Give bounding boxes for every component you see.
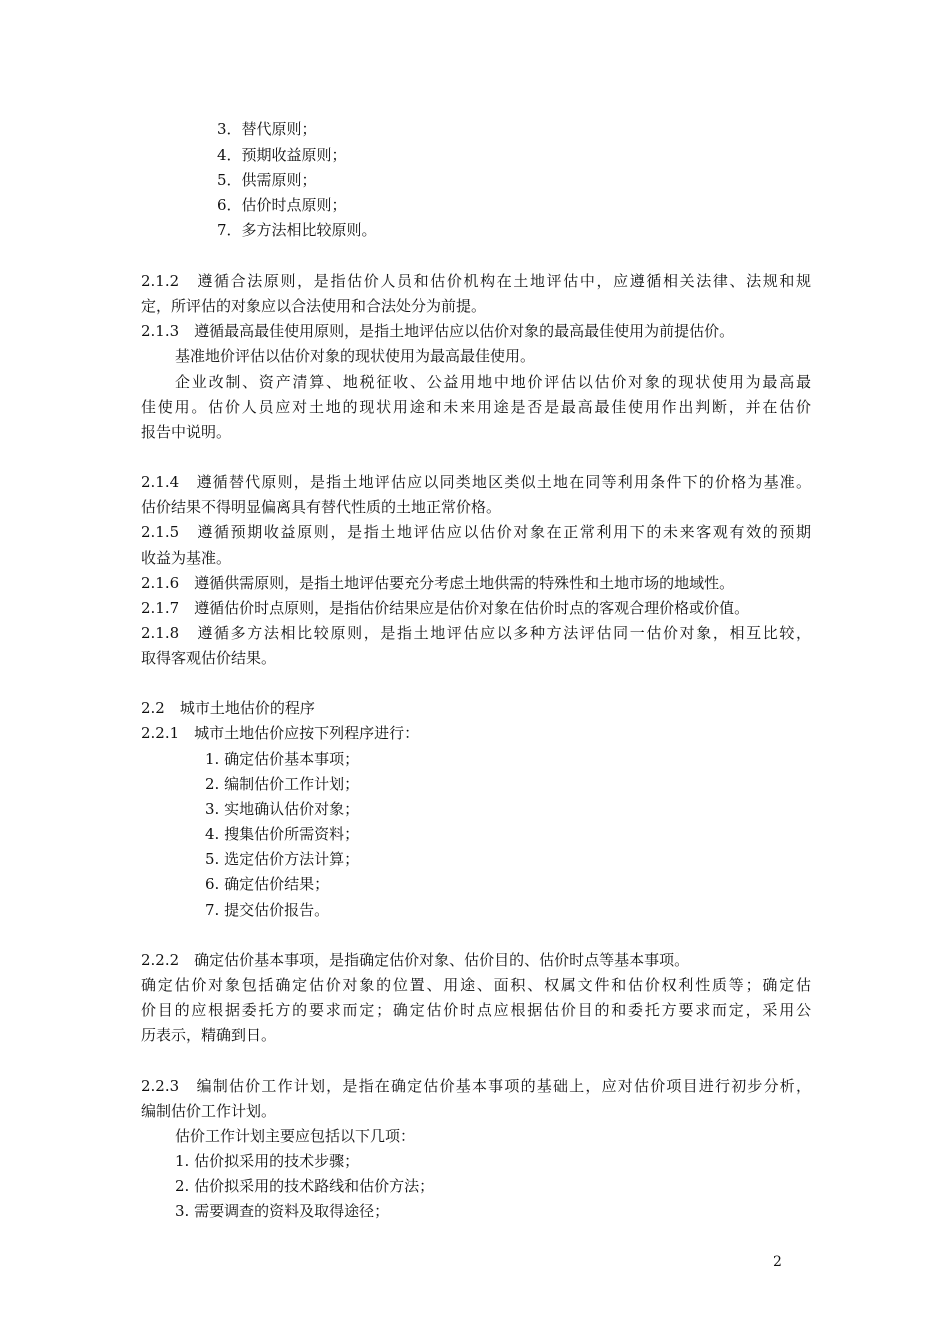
- clause-2-2-2-line: 2.2.2 确定估价基本事项，是指确定估价对象、估价目的、估价时点等基本事项。: [141, 951, 690, 969]
- clause-2-2-3-line: 2.2.3 编制估价工作计划，是指在确定估价基本事项的基础上，应对估价项目进行初步分析，: [141, 1077, 811, 1095]
- plan-item: 1. 估价拟采用的技术步骤；: [175, 1152, 360, 1170]
- clause-2-2-3-line: 编制估价工作计划。: [141, 1102, 277, 1120]
- clause-2-1-7-line: 2.1.7 遵循估价时点原则，是指估价结果应是估价对象在估价时点的客观合理价格或价值。: [141, 599, 750, 617]
- procedure-step: 5. 选定估价方法计算；: [205, 850, 360, 868]
- clause-2-1-3-paragraph: 基准地价评估以估价对象的现状使用为最高最佳使用。: [175, 347, 536, 365]
- clause-2-1-8-line: 2.1.8 遵循多方法相比较原则，是指土地评估应以多种方法评估同一估价对象，相互比较，: [141, 624, 811, 642]
- principle-item: 3．替代原则；: [217, 120, 317, 138]
- procedure-step: 4. 搜集估价所需资料；: [205, 825, 360, 843]
- clause-2-2-3-intro: 估价工作计划主要应包括以下几项：: [175, 1127, 416, 1145]
- clause-2-1-3-paragraph: 企业改制、资产清算、地税征收、公益用地中地价评估以估价对象的现状使用为最高最: [175, 373, 811, 391]
- clause-2-1-5-line: 收益为基准。: [141, 549, 232, 567]
- principle-item: 4．预期收益原则；: [217, 146, 347, 164]
- clause-2-1-5-line: 2.1.5 遵循预期收益原则，是指土地评估应以估价对象在正常利用下的未来客观有效的预期: [141, 523, 811, 541]
- clause-2-1-3-paragraph: 报告中说明。: [141, 423, 232, 441]
- principle-item: 7．多方法相比较原则。: [217, 221, 377, 239]
- procedure-step: 3. 实地确认估价对象；: [205, 800, 360, 818]
- clause-2-2-2-line: 历表示，精确到日。: [141, 1026, 277, 1044]
- procedure-step: 7. 提交估价报告。: [205, 901, 330, 919]
- procedure-step: 2. 编制估价工作计划；: [205, 775, 360, 793]
- section-2-2-heading: 2.2 城市土地估价的程序: [141, 699, 315, 717]
- clause-2-1-2-line: 定，所评估的对象应以合法使用和合法处分为前提。: [141, 297, 487, 315]
- clause-2-1-3-paragraph: 佳使用。估价人员应对土地的现状用途和未来用途是否是最高最佳使用作出判断，并在估价: [141, 398, 811, 416]
- clause-2-1-4-line: 估价结果不得明显偏离具有替代性质的土地正常价格。: [141, 498, 502, 516]
- clause-2-2-1-heading: 2.2.1 城市土地估价应按下列程序进行：: [141, 724, 420, 742]
- plan-item: 2. 估价拟采用的技术路线和估价方法；: [175, 1177, 435, 1195]
- clause-2-1-4-line: 2.1.4 遵循替代原则，是指土地评估应以同类地区类似土地在同等利用条件下的价格为基准。: [141, 473, 811, 491]
- clause-2-2-2-line: 价目的应根据委托方的要求而定；确定估价时点应根据估价目的和委托方要求而定，采用公: [141, 1001, 811, 1019]
- plan-item: 3. 需要调查的资料及取得途径；: [175, 1202, 390, 1220]
- procedure-step: 1. 确定估价基本事项；: [205, 750, 360, 768]
- page-number: 2: [773, 1254, 782, 1270]
- clause-2-1-6-line: 2.1.6 遵循供需原则，是指土地评估要充分考虑土地供需的特殊性和土地市场的地域性。: [141, 574, 735, 592]
- clause-2-2-2-line: 确定估价对象包括确定估价对象的位置、用途、面积、权属文件和估价权利性质等；确定估: [141, 976, 811, 994]
- principle-item: 5．供需原则；: [217, 171, 317, 189]
- clause-2-1-2-line: 2.1.2 遵循合法原则，是指估价人员和估价机构在土地评估中，应遵循相关法律、法规和规: [141, 272, 811, 290]
- principle-item: 6．估价时点原则；: [217, 196, 347, 214]
- procedure-step: 6. 确定估价结果；: [205, 875, 330, 893]
- clause-2-1-8-line: 取得客观估价结果。: [141, 649, 277, 667]
- clause-2-1-3-line: 2.1.3 遵循最高最佳使用原则，是指土地评估应以估价对象的最高最佳使用为前提估价。: [141, 322, 735, 340]
